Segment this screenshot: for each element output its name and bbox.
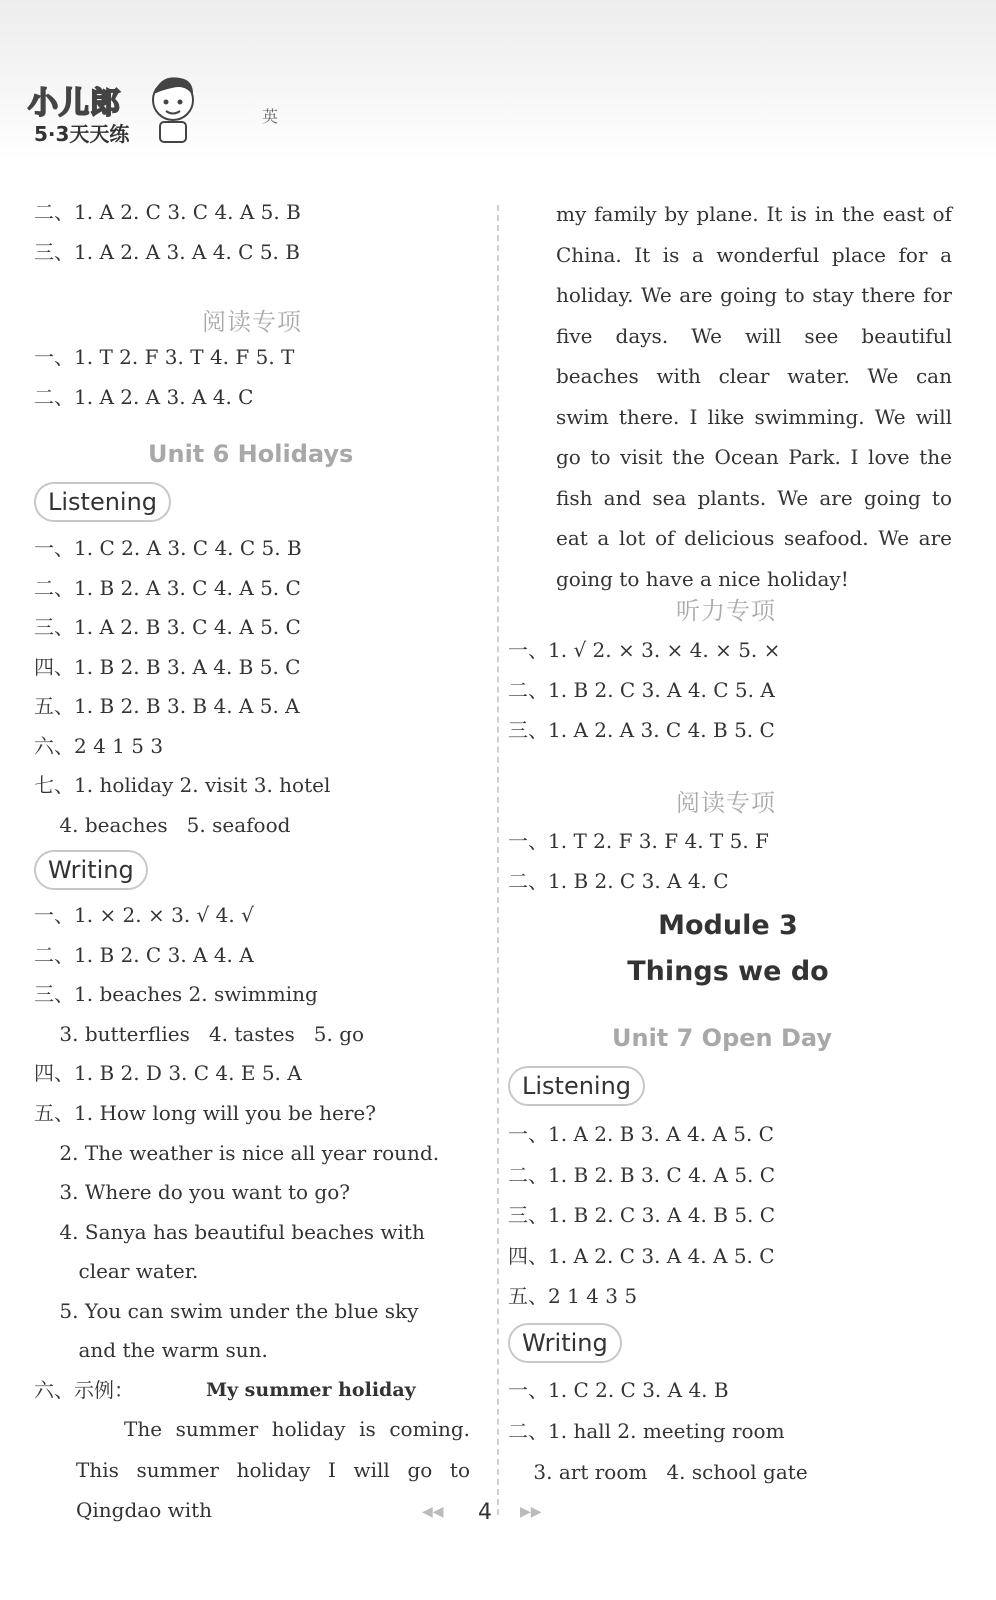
answer-line: 四、1. B 2. B 3. A 4. B 5. C [34,655,301,679]
answer-line: 一、1. T 2. F 3. F 4. T 5. F [508,829,769,853]
brand-logo [28,70,198,150]
answer-line: 一、1. C 2. C 3. A 4. B [508,1378,729,1402]
answer-line: 四、1. A 2. C 3. A 4. A 5. C [508,1244,775,1268]
writing-badge: Writing [34,850,148,890]
answer-line: 二、1. hall 2. meeting room [508,1419,785,1443]
answer-line: 二、1. A 2. C 3. C 4. A 5. B [34,200,301,224]
answer-line: 五、1. B 2. B 3. B 4. A 5. A [34,694,300,718]
answer-line: 二、1. B 2. C 3. A 4. C [508,869,729,893]
answer-line: 一、1. √ 2. × 3. × 4. × 5. × [508,638,781,662]
essay-label: 六、示例： [34,1378,134,1402]
writing-badge-2: Writing [508,1323,622,1363]
module-3-title: Module 3 [658,910,798,941]
answer-line: 二、1. B 2. B 3. C 4. A 5. C [508,1163,776,1187]
essay-title: My summer holiday [206,1379,416,1401]
answer-line: 一、1. × 2. × 3. √ 4. √ [34,903,254,927]
page-number: 4 [478,1500,492,1525]
unit-6-title: Unit 6 Holidays [148,440,354,468]
prev-page-icon: ◀◀ [422,1504,444,1520]
section-title-listening: 听力专项 [676,597,776,625]
answer-line: 二、1. B 2. A 3. C 4. A 5. C [34,576,301,600]
section-title-reading-2: 阅读专项 [676,789,776,817]
listening-badge: Listening [34,482,171,522]
answer-line: 二、1. B 2. C 3. A 4. A [34,943,254,967]
mascot-icon [146,70,200,146]
answer-line: 一、1. T 2. F 3. T 4. F 5. T [34,345,295,369]
next-page-icon: ▶▶ [520,1504,542,1520]
unit-7-title: Unit 7 Open Day [612,1024,833,1052]
answer-line: 三、1. B 2. C 3. A 4. B 5. C [508,1203,776,1227]
answer-line: clear water. [34,1259,199,1283]
column-divider [497,205,499,1515]
answer-line: 三、1. A 2. A 3. A 4. C 5. B [34,240,300,264]
answer-line: 三、1. A 2. B 3. C 4. A 5. C [34,615,301,639]
answer-line: 五、2 1 4 3 5 [508,1284,638,1308]
section-title-reading: 阅读专项 [202,308,302,336]
answer-line: 二、1. B 2. C 3. A 4. C 5. A [508,678,775,702]
answer-line: 4. beaches 5. seafood [34,813,291,837]
answer-line: 5. You can swim under the blue sky [34,1299,419,1323]
answer-line: 3. butterflies 4. tastes 5. go [34,1022,365,1046]
subject-label: 英 [262,107,279,126]
answer-line: 三、1. beaches 2. swimming [34,982,318,1006]
brand-name: 小儿郎 [28,86,121,121]
answer-line: 一、1. A 2. B 3. A 4. A 5. C [508,1122,774,1146]
page-header [0,0,996,160]
answer-line: 二、1. A 2. A 3. A 4. C [34,385,254,409]
answer-line: 四、1. B 2. D 3. C 4. E 5. A [34,1061,302,1085]
essay-text-left: The summer holiday is coming. This summer holiday I will go to Qingdao with [76,1417,470,1522]
listening-badge-2: Listening [508,1066,645,1106]
answer-line: 4. Sanya has beautiful beaches with [34,1220,425,1244]
essay-text-right: my family by plane. It is in the east of China. It is a wonderful place for a holiday. We are going to stay there for five days. We will see beautiful beaches with clear water. We can swim there. I like swimming. We will go to visit the Ocean Park. I love the fish and sea plants. We are going to eat a lot of delicious seafood. We are going to have a nice holiday! [556,202,952,591]
answer-line: 三、1. A 2. A 3. C 4. B 5. C [508,718,775,742]
answer-line: 一、1. C 2. A 3. C 4. C 5. B [34,536,302,560]
answer-line: 3. Where do you want to go? [34,1180,350,1204]
series-name: 5·3天天练 [34,122,130,146]
answer-line: and the warm sun. [34,1338,268,1362]
answer-line: 七、1. holiday 2. visit 3. hotel [34,773,331,797]
answer-line: 六、2 4 1 5 3 [34,734,164,758]
answer-line: 3. art room 4. school gate [508,1460,808,1484]
answer-line: 2. The weather is nice all year round. [34,1141,440,1165]
module-3-subtitle: Things we do [627,956,829,987]
answer-line: 五、1. How long will you be here? [34,1101,376,1125]
